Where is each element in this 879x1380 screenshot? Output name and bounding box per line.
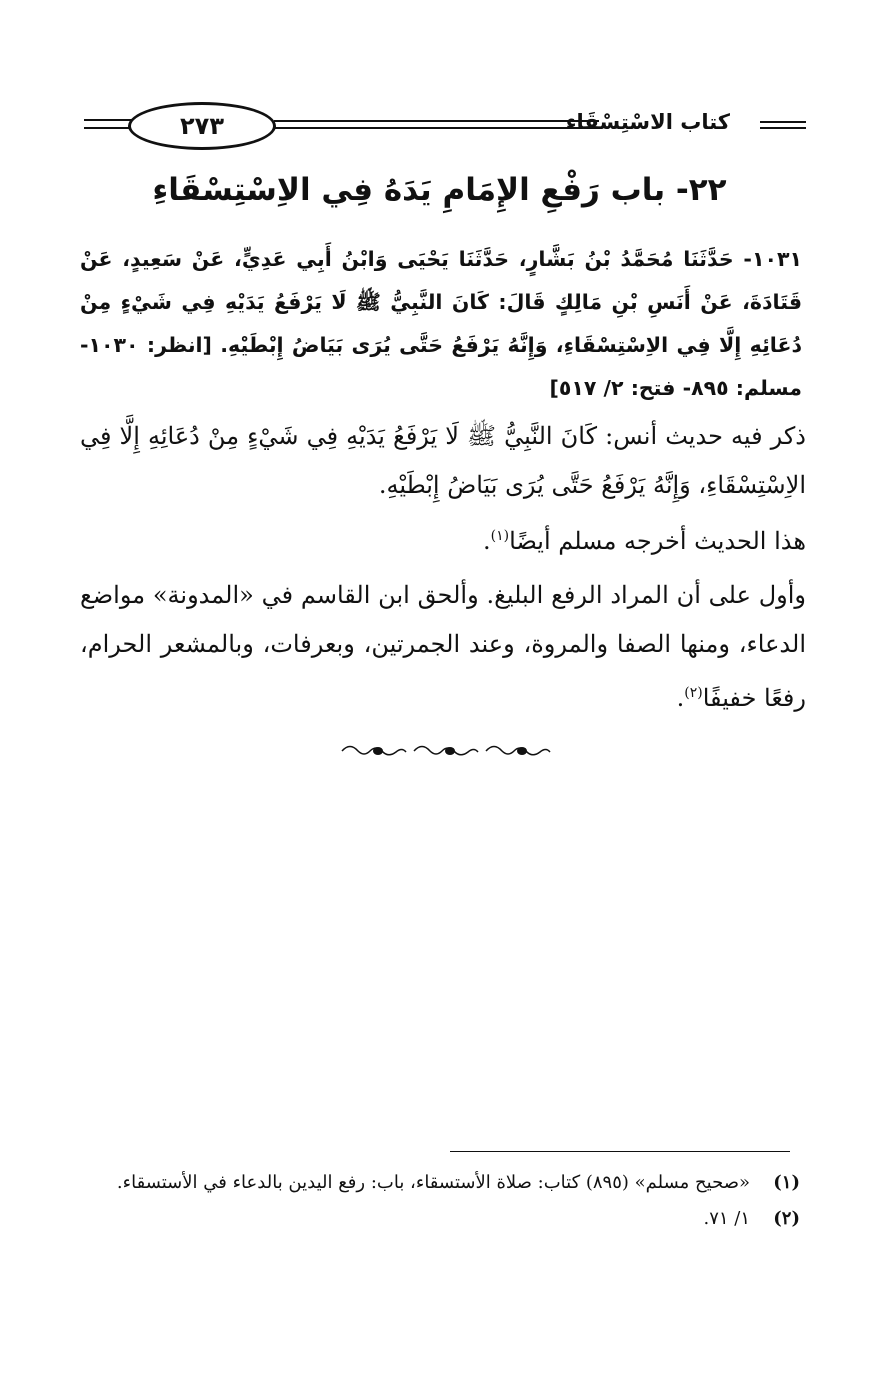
footnote-ref[interactable]: (١)	[490, 528, 510, 544]
hadith-text: ١٠٣١- حَدَّثَنَا مُحَمَّدُ بْنُ بَشَّارٍ، حَدَّثَنَا يَحْيَى وَابْنُ أَبِي عَدِيٍّ، عَنْ سَعِيدٍ، عَنْ قَتَادَةَ، عَنْ أَنَسِ بْنِ مَالِكٍ قَالَ: كَانَ النَّبِيُّ ﷺ لَا يَرْفَعُ يَدَيْهِ فِي شَيْءٍ مِنْ دُعَائِهِ إِلَّا فِي الاِسْتِسْقَاءِ، وَإِنَّهُ يَرْفَعُ حَتَّى يُرَى بَيَاضُ إِبْطَيْهِ. [انظر: ١٠٣٠- مسلم: ٨٩٥- فتح: ٢/ ٥١٧]	[80, 247, 802, 400]
header-rule-right	[760, 127, 806, 129]
ornament-divider-icon	[340, 740, 552, 762]
running-title: كتاب الاسْتِسْقَاء	[565, 110, 730, 134]
paragraph-end: .	[483, 527, 491, 555]
commentary-paragraph	[80, 571, 806, 723]
page-number: ٢٧٣	[180, 112, 224, 140]
footnotes	[80, 1165, 800, 1237]
footnote-marker: (١)	[773, 1172, 800, 1193]
footnote-ref[interactable]: (٢)	[684, 685, 703, 701]
chapter-title: ٢٢- باب رَفْعِ الإِمَامِ يَدَهُ فِي الاِسْتِسْقَاءِ	[152, 172, 727, 208]
page-header	[84, 96, 806, 158]
footnote	[80, 1201, 800, 1237]
footnote-separator	[450, 1151, 790, 1152]
paragraph-end: .	[676, 684, 685, 712]
paragraph-text: هذا الحديث أخرجه مسلم أيضًا	[509, 527, 806, 555]
footnote-text: ١/ ٧١.	[703, 1208, 750, 1229]
header-rule-middle	[274, 120, 599, 122]
commentary-paragraph: ذكر فيه حديث أنس: كَانَ النَّبِيُّ ﷺ لَا يَرْفَعُ يَدَيْهِ فِي شَيْءٍ مِنْ دُعَائِهِ إِلَّا فِي الاِسْتِسْقَاءِ، وَإِنَّهُ يَرْفَعُ حَتَّى يُرَى بَيَاضُ إِبْطَيْهِ.	[80, 422, 806, 499]
paragraph-text: وأول على أن المراد الرفع البليغ. وألحق ابن القاسم في «المدونة» مواضع الدعاء، ومنها الصفا والمروة، وعند الجمرتين، وبعرفات، وبالمشعر الحرام، رفعًا خفيفًا	[80, 581, 806, 712]
header-rule-middle	[274, 127, 599, 129]
commentary-paragraph	[80, 512, 806, 566]
footnote-marker: (٢)	[773, 1208, 800, 1229]
page-number-badge	[128, 102, 276, 150]
header-rule-right	[760, 121, 806, 123]
footnote	[80, 1165, 800, 1201]
footnote-text: «صحيح مسلم» (٨٩٥) كتاب: صلاة الأستسقاء، باب: رفع اليدين بالدعاء في الأستسقاء.	[116, 1172, 750, 1193]
